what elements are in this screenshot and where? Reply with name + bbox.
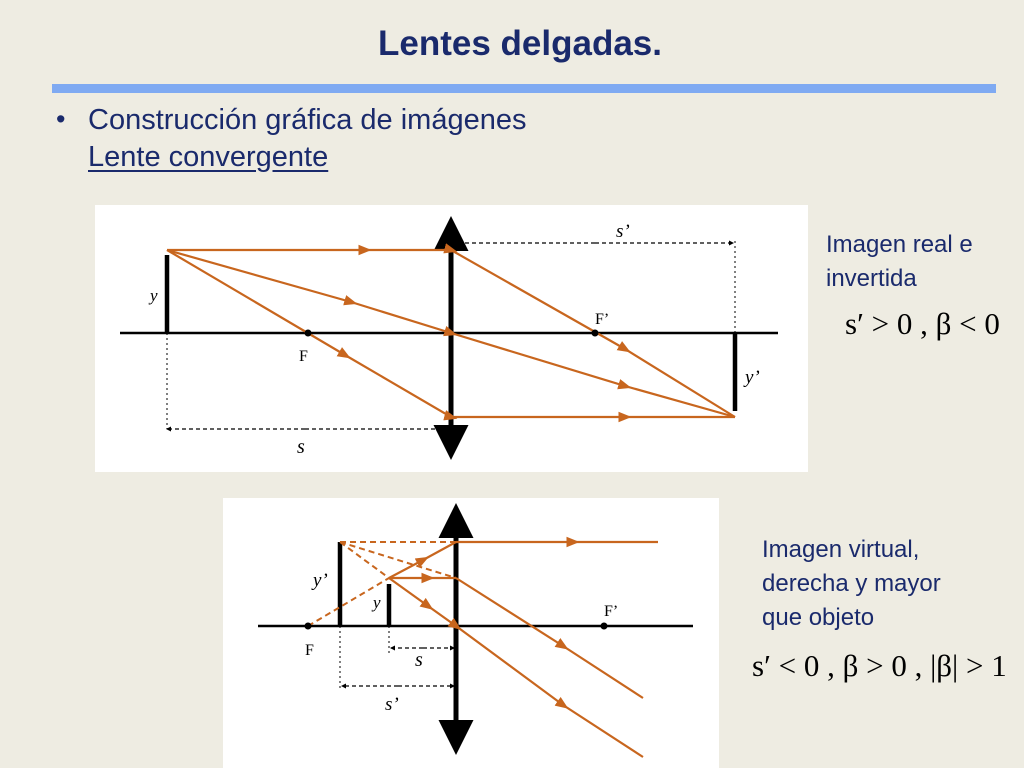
label-F: F	[299, 348, 308, 365]
label-y-image: y’	[313, 570, 328, 591]
label-F-image: F’	[604, 603, 619, 620]
ray-refracted-focal	[456, 578, 643, 698]
caption-real-line1: Imagen real e	[826, 231, 973, 258]
label-y-image: y’	[745, 367, 760, 388]
diagram-real-image	[95, 205, 808, 472]
label-s: s	[297, 436, 305, 458]
focal-point-F-image	[601, 623, 608, 630]
bullet-text-line2: Lente convergente	[88, 141, 329, 173]
label-s: s	[415, 649, 423, 671]
focal-point-F-image	[592, 330, 599, 337]
focal-point-F	[305, 623, 312, 630]
caption-real-image	[826, 228, 1016, 296]
slide-title: Lentes delgadas.	[378, 24, 662, 63]
focal-point-F	[305, 330, 312, 337]
formula-virtual-image: s′ < 0 , β > 0 , |β| > 1	[752, 648, 1007, 683]
label-F-image: F’	[595, 311, 610, 328]
caption-virtual-line3: que objeto	[762, 604, 875, 631]
bullet-text-line1: Construcción gráfica de imágenes	[88, 104, 527, 136]
diagram-virtual-image	[223, 498, 719, 768]
diagram-real-image-panel	[95, 205, 808, 472]
label-s-image: s’	[385, 694, 399, 715]
caption-virtual-line2: derecha y mayor	[762, 570, 941, 597]
label-y: y	[150, 286, 158, 305]
diagram-virtual-image-panel	[223, 498, 719, 768]
formula-real-image: s′ > 0 , β < 0	[845, 306, 1000, 341]
caption-real-line2: invertida	[826, 265, 917, 292]
bullet-marker: •	[56, 104, 66, 134]
caption-virtual-image	[762, 533, 1002, 635]
label-F: F	[305, 642, 314, 659]
label-s-image: s’	[616, 221, 630, 242]
title-underline-rule	[52, 84, 996, 93]
label-y: y	[373, 593, 381, 612]
caption-virtual-line1: Imagen virtual,	[762, 536, 920, 563]
